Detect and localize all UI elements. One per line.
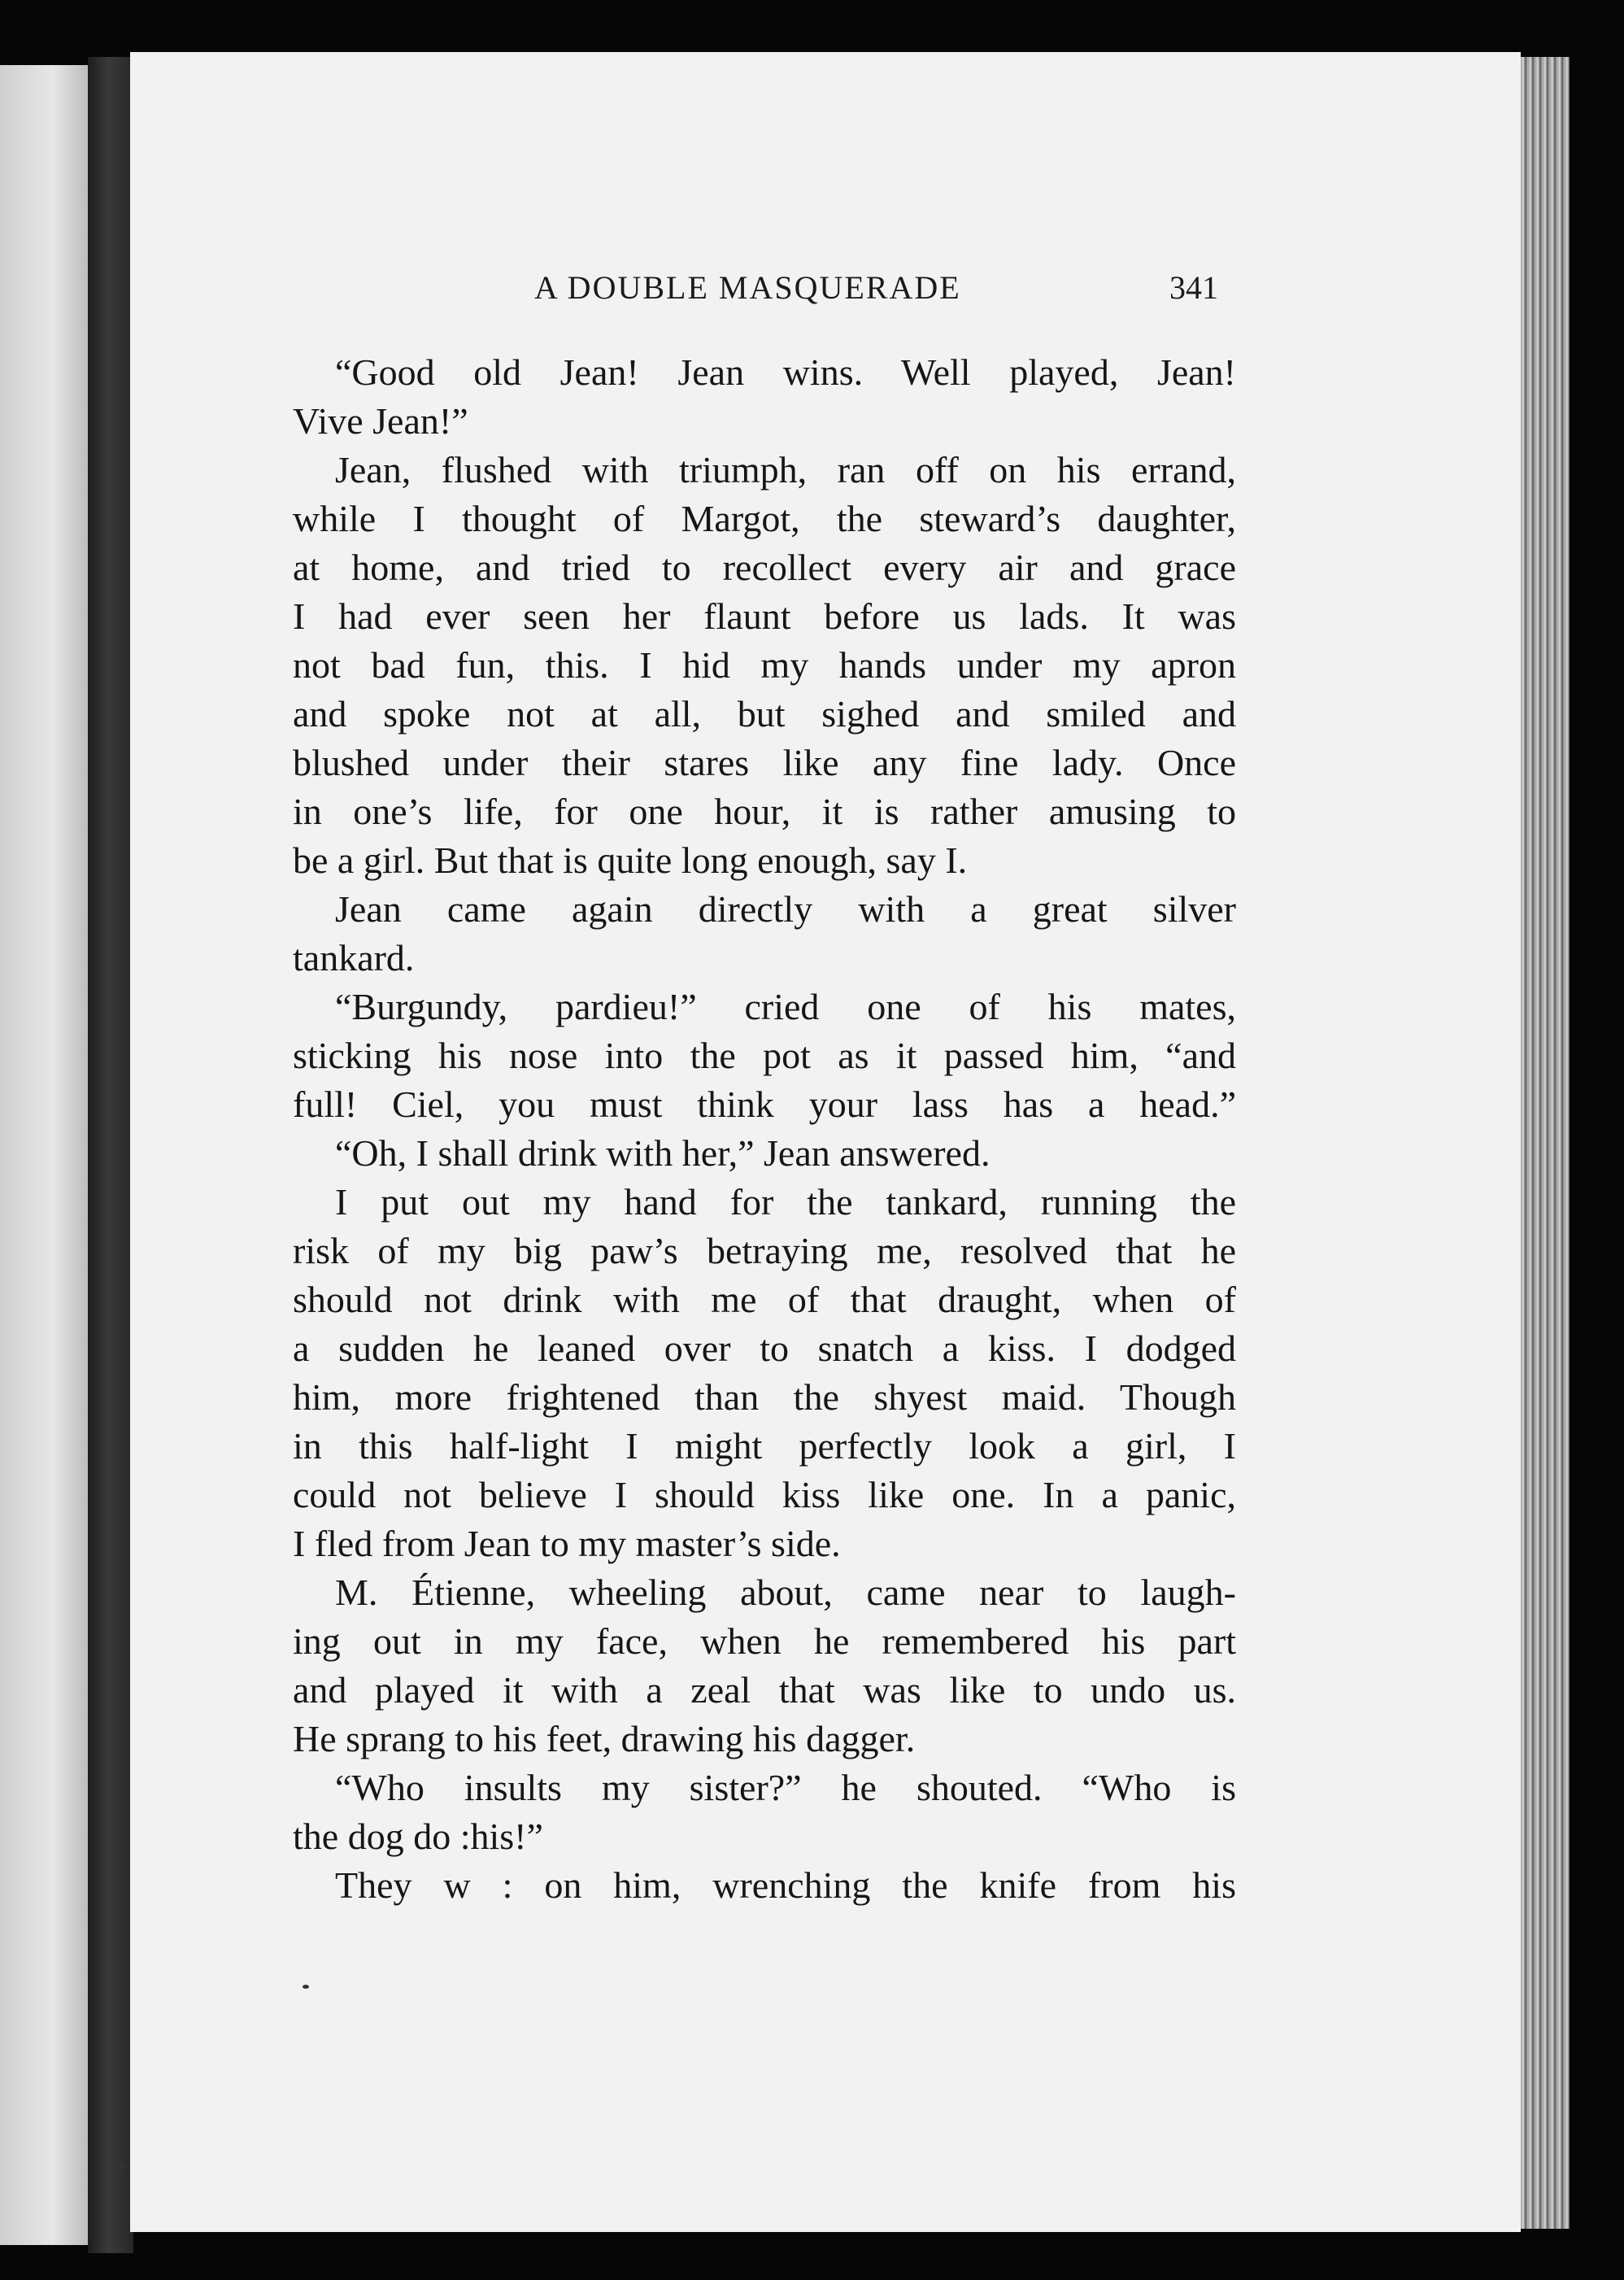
text-line: ing out in my face, when he remembered his part bbox=[293, 1620, 1236, 1662]
text-line: tankard. bbox=[293, 937, 415, 979]
text-line: Vive Jean!” bbox=[293, 400, 468, 442]
text-line: He sprang to his feet, drawing his dagger. bbox=[293, 1718, 916, 1759]
text-line: They w : on him, wrenching the knife from his bbox=[335, 1864, 1236, 1906]
text-line: “Good old Jean! Jean wins. Well played, Jean! bbox=[335, 351, 1236, 393]
scan-speck bbox=[119, 2162, 124, 2170]
text-line: and spoke not at all, but sighed and smiled and bbox=[293, 693, 1236, 735]
text-line: I had ever seen her flaunt before us lads. It was bbox=[293, 595, 1236, 637]
text-line: I fled from Jean to my master’s side. bbox=[293, 1523, 841, 1564]
text-line: while I thought of Margot, the steward’s daughter, bbox=[293, 498, 1236, 539]
scan-speck bbox=[303, 1985, 309, 1989]
text-line: Jean, flushed with triumph, ran off on his errand, bbox=[335, 449, 1236, 490]
text-line: full! Ciel, you must think your lass has a head.” bbox=[293, 1083, 1236, 1125]
text-line: at home, and tried to recollect every air and grace bbox=[293, 547, 1236, 588]
page-number: 341 bbox=[1169, 269, 1218, 306]
text-line: in one’s life, for one hour, it is rather amusing to bbox=[293, 791, 1236, 832]
text-line: should not drink with me of that draught, when of bbox=[293, 1279, 1236, 1320]
text-line: in this half-light I might perfectly look a girl, I bbox=[293, 1425, 1236, 1467]
text-line: Jean came again directly with a great silver bbox=[335, 888, 1236, 930]
text-line: him, more frightened than the shyest maid. Though bbox=[293, 1376, 1236, 1418]
text-line: I put out my hand for the tankard, running the bbox=[335, 1181, 1236, 1223]
book-gutter bbox=[88, 57, 133, 2253]
text-line: risk of my big paw’s betraying me, resolved that he bbox=[293, 1230, 1236, 1271]
text-line: and played it with a zeal that was like to undo us. bbox=[293, 1669, 1236, 1711]
text-line: M. Étienne, wheeling about, came near to laugh- bbox=[335, 1572, 1236, 1613]
running-title: A DOUBLE MASQUERADE bbox=[534, 269, 961, 306]
page-stack-edge bbox=[1521, 57, 1570, 2229]
text-line: “Who insults my sister?” he shouted. “Who is bbox=[335, 1767, 1236, 1808]
text-line: could not believe I should kiss like one. In a panic, bbox=[293, 1474, 1236, 1515]
text-line: a sudden he leaned over to snatch a kiss. I dodged bbox=[293, 1327, 1236, 1369]
text-line: be a girl. But that is quite long enough, say I. bbox=[293, 839, 968, 881]
text-line: “Burgundy, pardieu!” cried one of his mates, bbox=[335, 986, 1236, 1027]
text-line: sticking his nose into the pot as it passed him, “and bbox=[293, 1035, 1236, 1076]
text-line: blushed under their stares like any fine lady. Once bbox=[293, 742, 1236, 783]
text-line: “Oh, I shall drink with her,” Jean answered. bbox=[335, 1132, 991, 1174]
body-text bbox=[293, 348, 1236, 1910]
text-line: the dog do :his!” bbox=[293, 1816, 543, 1857]
facing-page-edge bbox=[0, 65, 88, 2245]
text-line: not bad fun, this. I hid my hands under my apron bbox=[293, 644, 1236, 686]
